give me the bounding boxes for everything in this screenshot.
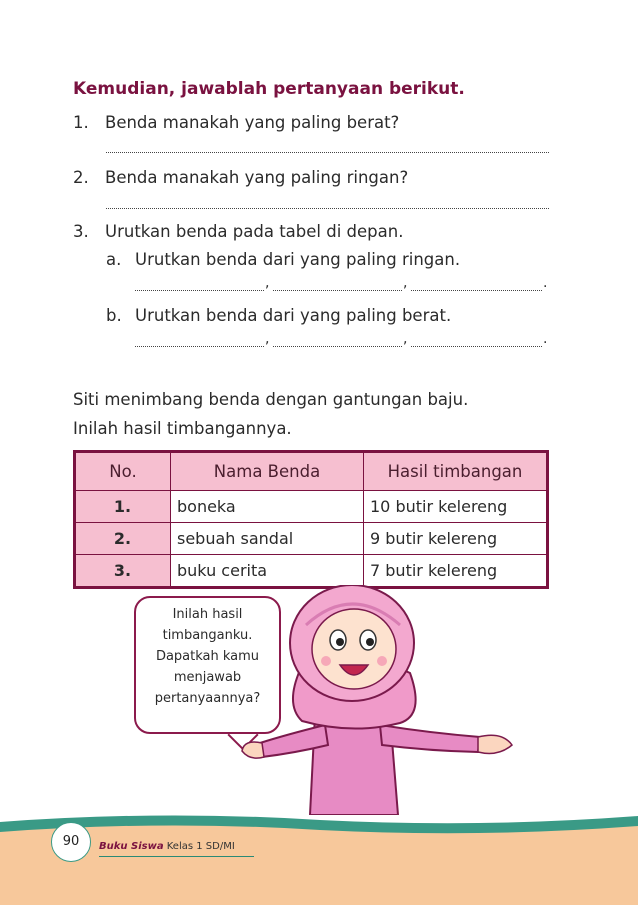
- header-item-name: Nama Benda: [171, 452, 364, 491]
- answer-blank-b1[interactable]: [135, 346, 264, 347]
- question-number: 2.: [73, 168, 89, 187]
- answer-line-1[interactable]: [106, 152, 549, 153]
- bubble-line: pertanyaannya?: [154, 691, 261, 706]
- table-row: [75, 523, 548, 555]
- question-text: Benda manakah yang paling ringan?: [105, 168, 409, 187]
- table-row: [75, 555, 548, 588]
- row-number: 1.: [75, 491, 171, 523]
- subquestion-letter: a.: [106, 250, 122, 269]
- weight-result: 7 butir kelereng: [364, 555, 548, 588]
- bubble-line: Dapatkah kamu: [155, 649, 260, 664]
- subquestion-a: [106, 250, 460, 269]
- question-number: 3.: [73, 222, 89, 241]
- item-name: sebuah sandal: [171, 523, 364, 555]
- subquestion-text: Urutkan benda dari yang paling ringan.: [135, 250, 461, 269]
- answer-blank-a3[interactable]: [411, 290, 542, 291]
- table-row: [75, 491, 548, 523]
- bubble-line: menjawab: [173, 670, 242, 685]
- question-text: Benda manakah yang paling berat?: [105, 113, 400, 132]
- subquestion-letter: b.: [106, 306, 122, 325]
- question-3: [73, 222, 403, 241]
- question-number: 1.: [73, 113, 89, 132]
- weight-result: 10 butir kelereng: [364, 491, 548, 523]
- answer-blank-a2[interactable]: [273, 290, 402, 291]
- answer-blank-b2[interactable]: [273, 346, 402, 347]
- item-name: buku cerita: [171, 555, 364, 588]
- girl-illustration: [240, 585, 530, 815]
- book-title: [99, 841, 235, 852]
- answer-line-2[interactable]: [106, 208, 549, 209]
- paragraph-line-1: Siti menimbang benda dengan gantungan baju.: [73, 390, 469, 409]
- header-no: No.: [75, 452, 171, 491]
- answer-blank-b3[interactable]: [411, 346, 542, 347]
- period: .: [543, 331, 548, 347]
- table-header-row: [75, 452, 548, 491]
- bubble-line: Inilah hasil: [172, 607, 243, 622]
- book-title-rest: Kelas 1 SD/MI: [163, 841, 235, 852]
- comma: ,: [265, 275, 270, 291]
- page-number: 90: [51, 822, 91, 862]
- row-number: 3.: [75, 555, 171, 588]
- weighing-results-table: [73, 450, 549, 589]
- period: .: [543, 275, 548, 291]
- header-weight-result: Hasil timbangan: [364, 452, 548, 491]
- bubble-line: timbanganku.: [162, 628, 253, 643]
- comma: ,: [403, 331, 408, 347]
- question-1: [73, 113, 399, 132]
- comma: ,: [265, 331, 270, 347]
- question-text: Urutkan benda pada tabel di depan.: [105, 222, 404, 241]
- footer-rule: [99, 856, 254, 857]
- row-number: 2.: [75, 523, 171, 555]
- section-heading: Kemudian, jawablah pertanyaan berikut.: [73, 79, 465, 99]
- subquestion-b: [106, 306, 451, 325]
- subquestion-text: Urutkan benda dari yang paling berat.: [135, 306, 452, 325]
- paragraph-line-2: Inilah hasil timbangannya.: [73, 419, 292, 438]
- item-name: boneka: [171, 491, 364, 523]
- book-title-bold: Buku Siswa: [99, 841, 164, 852]
- comma: ,: [403, 275, 408, 291]
- weight-result: 9 butir kelereng: [364, 523, 548, 555]
- footer-wave: [0, 810, 638, 905]
- answer-blank-a1[interactable]: [135, 290, 264, 291]
- question-2: [73, 168, 408, 187]
